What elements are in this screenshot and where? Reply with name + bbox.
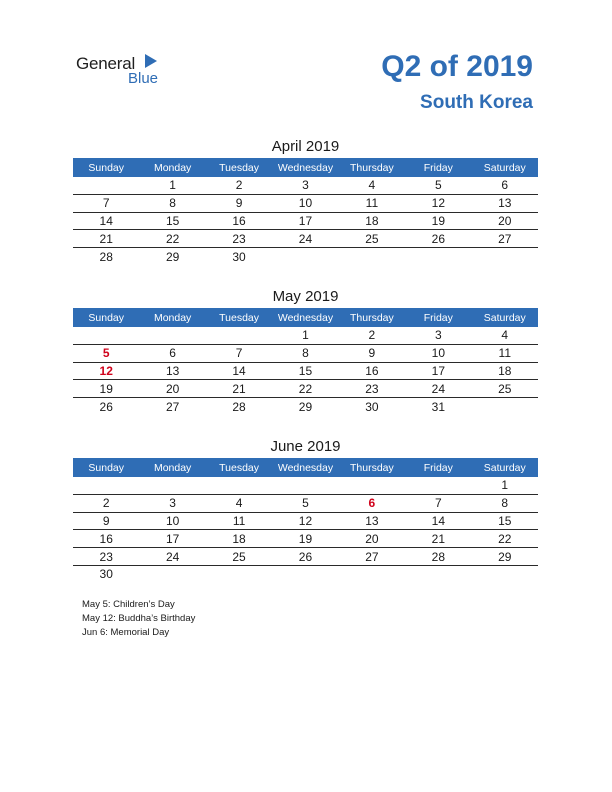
weekday-header: Monday bbox=[139, 158, 205, 177]
day-cell: 2 bbox=[73, 494, 139, 512]
empty-day-cell bbox=[206, 327, 272, 344]
weekday-header: Wednesday bbox=[272, 158, 338, 177]
day-cell: 22 bbox=[272, 380, 338, 398]
logo-word-general: General bbox=[76, 54, 136, 73]
weekday-header: Friday bbox=[405, 158, 471, 177]
day-cell: 3 bbox=[272, 177, 338, 194]
day-cell: 5 bbox=[272, 494, 338, 512]
day-cell: 12 bbox=[272, 512, 338, 530]
day-cell: 23 bbox=[206, 230, 272, 248]
day-cell: 13 bbox=[472, 194, 538, 212]
day-cell: 12 bbox=[405, 194, 471, 212]
day-cell: 26 bbox=[99, 399, 113, 414]
day-cell: 17 bbox=[139, 530, 205, 548]
day-cell: 25 bbox=[472, 380, 538, 398]
week-row bbox=[73, 177, 538, 194]
day-cell: 25 bbox=[339, 230, 405, 248]
month-grid bbox=[73, 308, 538, 415]
day-cell: 11 bbox=[206, 512, 272, 530]
weekday-header: Thursday bbox=[339, 158, 405, 177]
day-cell: 19 bbox=[73, 380, 139, 398]
week-row bbox=[73, 530, 538, 548]
weekday-header: Sunday bbox=[73, 308, 139, 327]
empty-day-cell bbox=[73, 327, 139, 344]
day-cell: 4 bbox=[206, 494, 272, 512]
month-calendar-may bbox=[73, 286, 538, 415]
day-cell: 27 bbox=[339, 548, 405, 566]
empty-day-cell bbox=[472, 248, 538, 265]
day-cell: 13 bbox=[139, 362, 205, 380]
holiday-day-cell: 12 bbox=[73, 362, 139, 380]
holiday-note: May 12: Buddha’s Birthday bbox=[82, 613, 196, 624]
week-row bbox=[73, 548, 538, 566]
month-title: April 2019 bbox=[271, 138, 340, 155]
day-cell: 2 bbox=[339, 327, 405, 344]
week-row bbox=[73, 327, 538, 344]
day-cell: 25 bbox=[206, 548, 272, 566]
day-cell: 14 bbox=[73, 212, 139, 230]
day-cell: 24 bbox=[272, 230, 338, 248]
empty-day-cell bbox=[272, 565, 338, 582]
day-cell: 18 bbox=[206, 530, 272, 548]
day-cell: 21 bbox=[73, 230, 139, 248]
day-cell: 20 bbox=[339, 530, 405, 548]
weekday-header: Saturday bbox=[472, 308, 538, 327]
week-row bbox=[73, 212, 538, 230]
day-cell: 16 bbox=[206, 212, 272, 230]
day-cell: 1 bbox=[272, 327, 338, 344]
holiday-notes bbox=[82, 598, 195, 640]
day-cell: 9 bbox=[339, 344, 405, 362]
weekday-header: Wednesday bbox=[272, 458, 338, 477]
day-cell: 9 bbox=[73, 512, 139, 530]
country-subtitle: South Korea bbox=[420, 92, 533, 113]
day-cell: 30 bbox=[99, 567, 113, 582]
day-cell: 29 bbox=[472, 548, 538, 566]
day-cell: 16 bbox=[73, 530, 139, 548]
empty-day-cell bbox=[339, 477, 405, 494]
day-cell: 30 bbox=[365, 399, 379, 414]
month-grid bbox=[73, 458, 538, 583]
weekday-header: Tuesday bbox=[206, 308, 272, 327]
day-cell: 1 bbox=[139, 177, 205, 194]
day-cell: 22 bbox=[139, 230, 205, 248]
empty-day-cell bbox=[139, 327, 205, 344]
weekday-header: Friday bbox=[405, 308, 471, 327]
day-cell: 16 bbox=[339, 362, 405, 380]
week-row bbox=[73, 398, 538, 415]
holiday-note: Jun 6: Memorial Day bbox=[82, 627, 170, 638]
day-cell: 8 bbox=[272, 344, 338, 362]
empty-day-cell bbox=[206, 565, 272, 582]
day-cell: 27 bbox=[165, 399, 180, 414]
day-cell: 19 bbox=[405, 212, 471, 230]
day-cell: 10 bbox=[272, 194, 338, 212]
week-row bbox=[73, 344, 538, 362]
weekday-header: Thursday bbox=[339, 458, 405, 477]
day-cell: 23 bbox=[73, 548, 139, 566]
day-cell: 29 bbox=[298, 399, 313, 414]
empty-day-cell bbox=[405, 248, 471, 265]
weekday-header: Tuesday bbox=[206, 158, 272, 177]
empty-day-cell bbox=[339, 248, 405, 265]
day-cell: 8 bbox=[472, 494, 538, 512]
day-cell: 20 bbox=[139, 380, 205, 398]
day-cell: 18 bbox=[339, 212, 405, 230]
empty-day-cell bbox=[272, 477, 338, 494]
day-cell: 21 bbox=[405, 530, 471, 548]
day-cell: 26 bbox=[272, 548, 338, 566]
empty-day-cell bbox=[472, 398, 538, 415]
week-row bbox=[73, 362, 538, 380]
day-cell: 10 bbox=[405, 344, 471, 362]
day-cell: 14 bbox=[405, 512, 471, 530]
week-row bbox=[73, 248, 538, 265]
day-cell: 3 bbox=[405, 327, 471, 344]
week-row bbox=[73, 194, 538, 212]
day-cell: 17 bbox=[272, 212, 338, 230]
month-calendar-june bbox=[73, 436, 538, 583]
day-cell: 24 bbox=[405, 380, 471, 398]
page-title: Q2 of 2019 bbox=[381, 50, 533, 83]
day-cell: 15 bbox=[272, 362, 338, 380]
day-cell: 22 bbox=[472, 530, 538, 548]
day-cell: 18 bbox=[472, 362, 538, 380]
day-cell: 28 bbox=[232, 399, 246, 414]
empty-day-cell bbox=[206, 477, 272, 494]
day-cell: 8 bbox=[139, 194, 205, 212]
day-cell: 26 bbox=[405, 230, 471, 248]
day-cell: 23 bbox=[339, 380, 405, 398]
day-cell: 14 bbox=[206, 362, 272, 380]
holiday-day-cell: 5 bbox=[73, 344, 139, 362]
weekday-header: Monday bbox=[139, 308, 205, 327]
week-row bbox=[73, 230, 538, 248]
weekday-header: Sunday bbox=[73, 458, 139, 477]
day-cell: 1 bbox=[472, 477, 538, 494]
weekday-header: Wednesday bbox=[272, 308, 338, 327]
day-cell: 9 bbox=[206, 194, 272, 212]
weekday-header: Monday bbox=[139, 458, 205, 477]
day-cell: 6 bbox=[472, 177, 538, 194]
weekday-header: Sunday bbox=[73, 158, 139, 177]
empty-day-cell bbox=[339, 565, 405, 582]
weekday-header: Saturday bbox=[472, 158, 538, 177]
weekday-header: Tuesday bbox=[206, 458, 272, 477]
day-cell: 19 bbox=[272, 530, 338, 548]
week-row bbox=[73, 494, 538, 512]
day-cell: 24 bbox=[139, 548, 205, 566]
day-cell: 4 bbox=[339, 177, 405, 194]
day-cell: 7 bbox=[73, 194, 139, 212]
day-cell: 27 bbox=[472, 230, 538, 248]
weekday-header: Friday bbox=[405, 458, 471, 477]
week-row bbox=[73, 565, 538, 582]
holiday-day-cell: 6 bbox=[339, 494, 405, 512]
general-blue-logo bbox=[76, 52, 176, 88]
week-row bbox=[73, 477, 538, 494]
day-cell: 11 bbox=[339, 194, 405, 212]
day-cell: 13 bbox=[339, 512, 405, 530]
day-cell: 7 bbox=[405, 494, 471, 512]
day-cell: 20 bbox=[472, 212, 538, 230]
day-cell: 28 bbox=[99, 249, 113, 264]
day-cell: 7 bbox=[206, 344, 272, 362]
holiday-note: May 5: Children’s Day bbox=[82, 599, 175, 610]
empty-day-cell bbox=[73, 177, 139, 194]
month-title: June 2019 bbox=[270, 438, 341, 455]
weekday-header: Saturday bbox=[472, 458, 538, 477]
day-cell: 2 bbox=[206, 177, 272, 194]
empty-day-cell bbox=[73, 477, 139, 494]
day-cell: 3 bbox=[139, 494, 205, 512]
day-cell: 6 bbox=[139, 344, 205, 362]
day-cell: 5 bbox=[405, 177, 471, 194]
day-cell: 15 bbox=[472, 512, 538, 530]
week-row bbox=[73, 380, 538, 398]
week-row bbox=[73, 512, 538, 530]
empty-day-cell bbox=[405, 565, 471, 582]
day-cell: 11 bbox=[472, 344, 538, 362]
day-cell: 30 bbox=[232, 249, 246, 264]
month-grid bbox=[73, 158, 538, 265]
day-cell: 21 bbox=[206, 380, 272, 398]
empty-day-cell bbox=[405, 477, 471, 494]
empty-day-cell bbox=[139, 477, 205, 494]
day-cell: 28 bbox=[405, 548, 471, 566]
day-cell: 15 bbox=[139, 212, 205, 230]
weekday-header: Thursday bbox=[339, 308, 405, 327]
day-cell: 31 bbox=[431, 399, 445, 414]
flag-icon bbox=[143, 53, 159, 69]
day-cell: 4 bbox=[472, 327, 538, 344]
day-cell: 29 bbox=[165, 249, 180, 264]
empty-day-cell bbox=[272, 248, 338, 265]
day-cell: 17 bbox=[405, 362, 471, 380]
logo-word-blue: Blue bbox=[128, 70, 159, 87]
empty-day-cell bbox=[472, 565, 538, 582]
month-title: May 2019 bbox=[272, 288, 339, 305]
empty-day-cell bbox=[139, 565, 205, 582]
day-cell: 10 bbox=[139, 512, 205, 530]
month-calendar-april bbox=[73, 136, 538, 265]
